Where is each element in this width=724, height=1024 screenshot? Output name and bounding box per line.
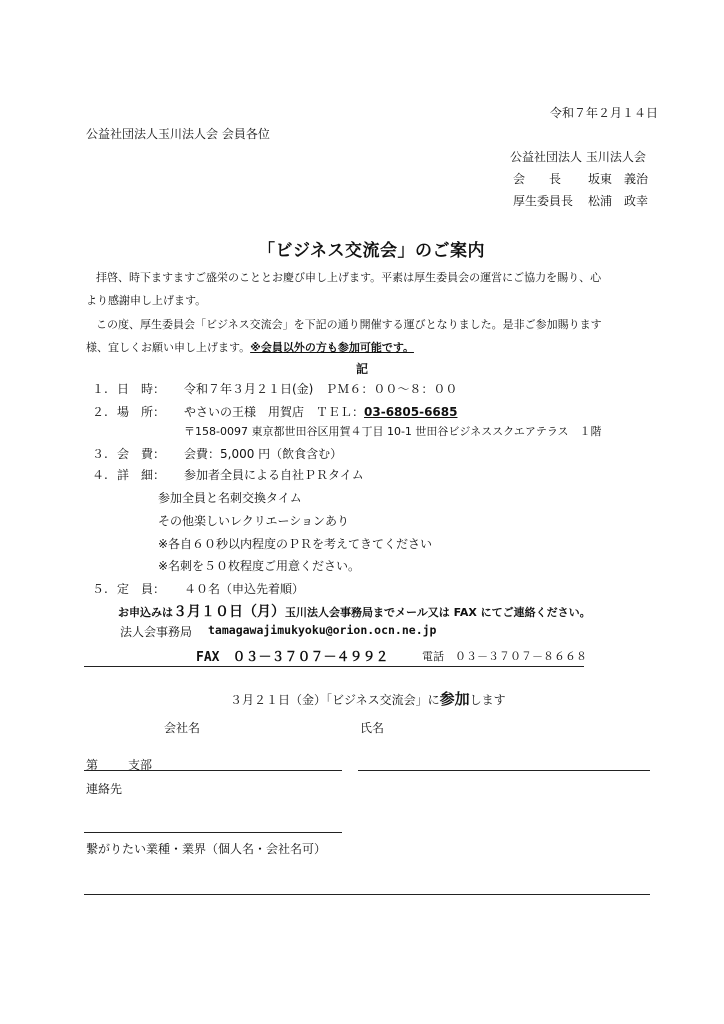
name-field-line[interactable] <box>358 770 650 771</box>
item-fee-value: 会費：5,000 円（飲食含む） <box>184 447 343 461</box>
detail-line: 参加全員と名刺交換タイム <box>158 491 302 505</box>
item-details-num: ４. <box>92 468 108 482</box>
item-date-label: 日 時： <box>117 382 166 396</box>
venue-tel: 03-6805-6685 <box>364 405 458 419</box>
detail-line: 参加者全員による自社ＰＲタイム <box>184 468 364 482</box>
company-field-line[interactable] <box>84 770 342 771</box>
form-heading-emphasis: 参加 <box>439 690 470 708</box>
name-label: 氏名 <box>360 721 385 735</box>
detail-line: ※名刺を５０枚程度ご用意ください。 <box>158 559 361 573</box>
intro-p2-line1: この度、厚生委員会「ビジネス交流会」を下記の通り開催する運びとなりました。是非ご参加賜ります <box>96 318 602 331</box>
industry-field-line[interactable] <box>84 894 650 895</box>
item-date-num: １. <box>92 382 108 396</box>
item-date-value: 令和７年３月２１日(金) ＰＭ６：００～８：００ <box>184 382 458 396</box>
application-prefix: お申込みは <box>118 606 173 619</box>
branch-shibu-label: 支部 <box>128 758 153 772</box>
office-label: 法人会事務局 <box>120 625 193 639</box>
section-divider <box>84 666 584 667</box>
application-deadline: ３月１０日（月） <box>173 604 285 620</box>
contact-label: 連絡先 <box>86 782 123 796</box>
sender-name-president: 坂東 義治 <box>588 172 649 186</box>
form-heading <box>230 688 506 709</box>
application-instructions <box>118 601 591 621</box>
item-fee-num: ３. <box>92 447 108 461</box>
intro-p1-line1: 拝啓、時下ますますご盛栄のこととお慶び申し上げます。平素は厚生委員会の運営にご協力を賜り、心 <box>96 271 602 284</box>
ki-heading: 記 <box>356 362 369 376</box>
sender-name-chair: 松浦 政幸 <box>588 194 649 208</box>
item-venue-label: 場 所： <box>117 405 166 419</box>
sender-role-chair: 厚生委員長 <box>513 194 574 208</box>
office-tel: 電話 ０３－３７０７－８６６８ <box>422 650 587 663</box>
item-capacity-num: ５. <box>92 582 108 596</box>
form-heading-prefix: ３月２１日（金）「ビジネス交流会」に <box>230 693 440 707</box>
industry-label: 繋がりたい業種・業界（個人名・会社名可） <box>86 842 327 856</box>
branch-dai-label: 第 <box>86 758 99 772</box>
intro-p2-line2 <box>86 339 414 355</box>
page-title: 「ビジネス交流会」のご案内 <box>258 241 485 261</box>
item-venue-num: ２. <box>92 405 108 419</box>
item-venue-value <box>184 403 457 420</box>
company-label: 会社名 <box>164 721 201 735</box>
application-suffix: 玉川法人会事務局までメール又は FAX にてご連絡ください。 <box>285 606 591 619</box>
document-date: 令和７年２月１４日 <box>549 106 658 120</box>
intro-p2-line2-text: 様、宜しくお願い申し上げます。 <box>86 341 251 354</box>
non-member-notice: ※会員以外の方も参加可能です。 <box>250 341 414 354</box>
item-capacity-label: 定 員： <box>117 582 166 596</box>
intro-p1-line2: より感謝申し上げます。 <box>86 294 207 307</box>
form-heading-suffix: します <box>469 693 506 707</box>
detail-line: ※各自６０秒以内程度のＰＲを考えてきてください <box>158 537 433 551</box>
sender-role-president: 会 長 <box>513 172 562 186</box>
office-email[interactable]: tamagawajimukyoku@orion.ocn.ne.jp <box>208 623 437 637</box>
item-fee-label: 会 費： <box>117 447 166 461</box>
item-details-label: 詳 細： <box>117 468 166 482</box>
item-venue-address: 〒158-0097 東京都世田谷区用賀４丁目 10-1 世田谷ビジネススクエアテラス １階 <box>184 425 602 438</box>
contact-field-line[interactable] <box>84 832 342 833</box>
office-fax: FAX ０３－３７０７－４９９２ <box>196 650 389 665</box>
item-capacity-value: ４０名（申込先着順） <box>184 582 305 596</box>
sender-org: 公益社団法人 玉川法人会 <box>510 150 646 164</box>
venue-name: やさいの王様 用賀店 ＴＥＬ： <box>184 405 365 419</box>
addressee: 公益社団法人玉川法人会 会員各位 <box>86 127 270 141</box>
detail-line: その他楽しいレクリエーションあり <box>158 514 350 528</box>
